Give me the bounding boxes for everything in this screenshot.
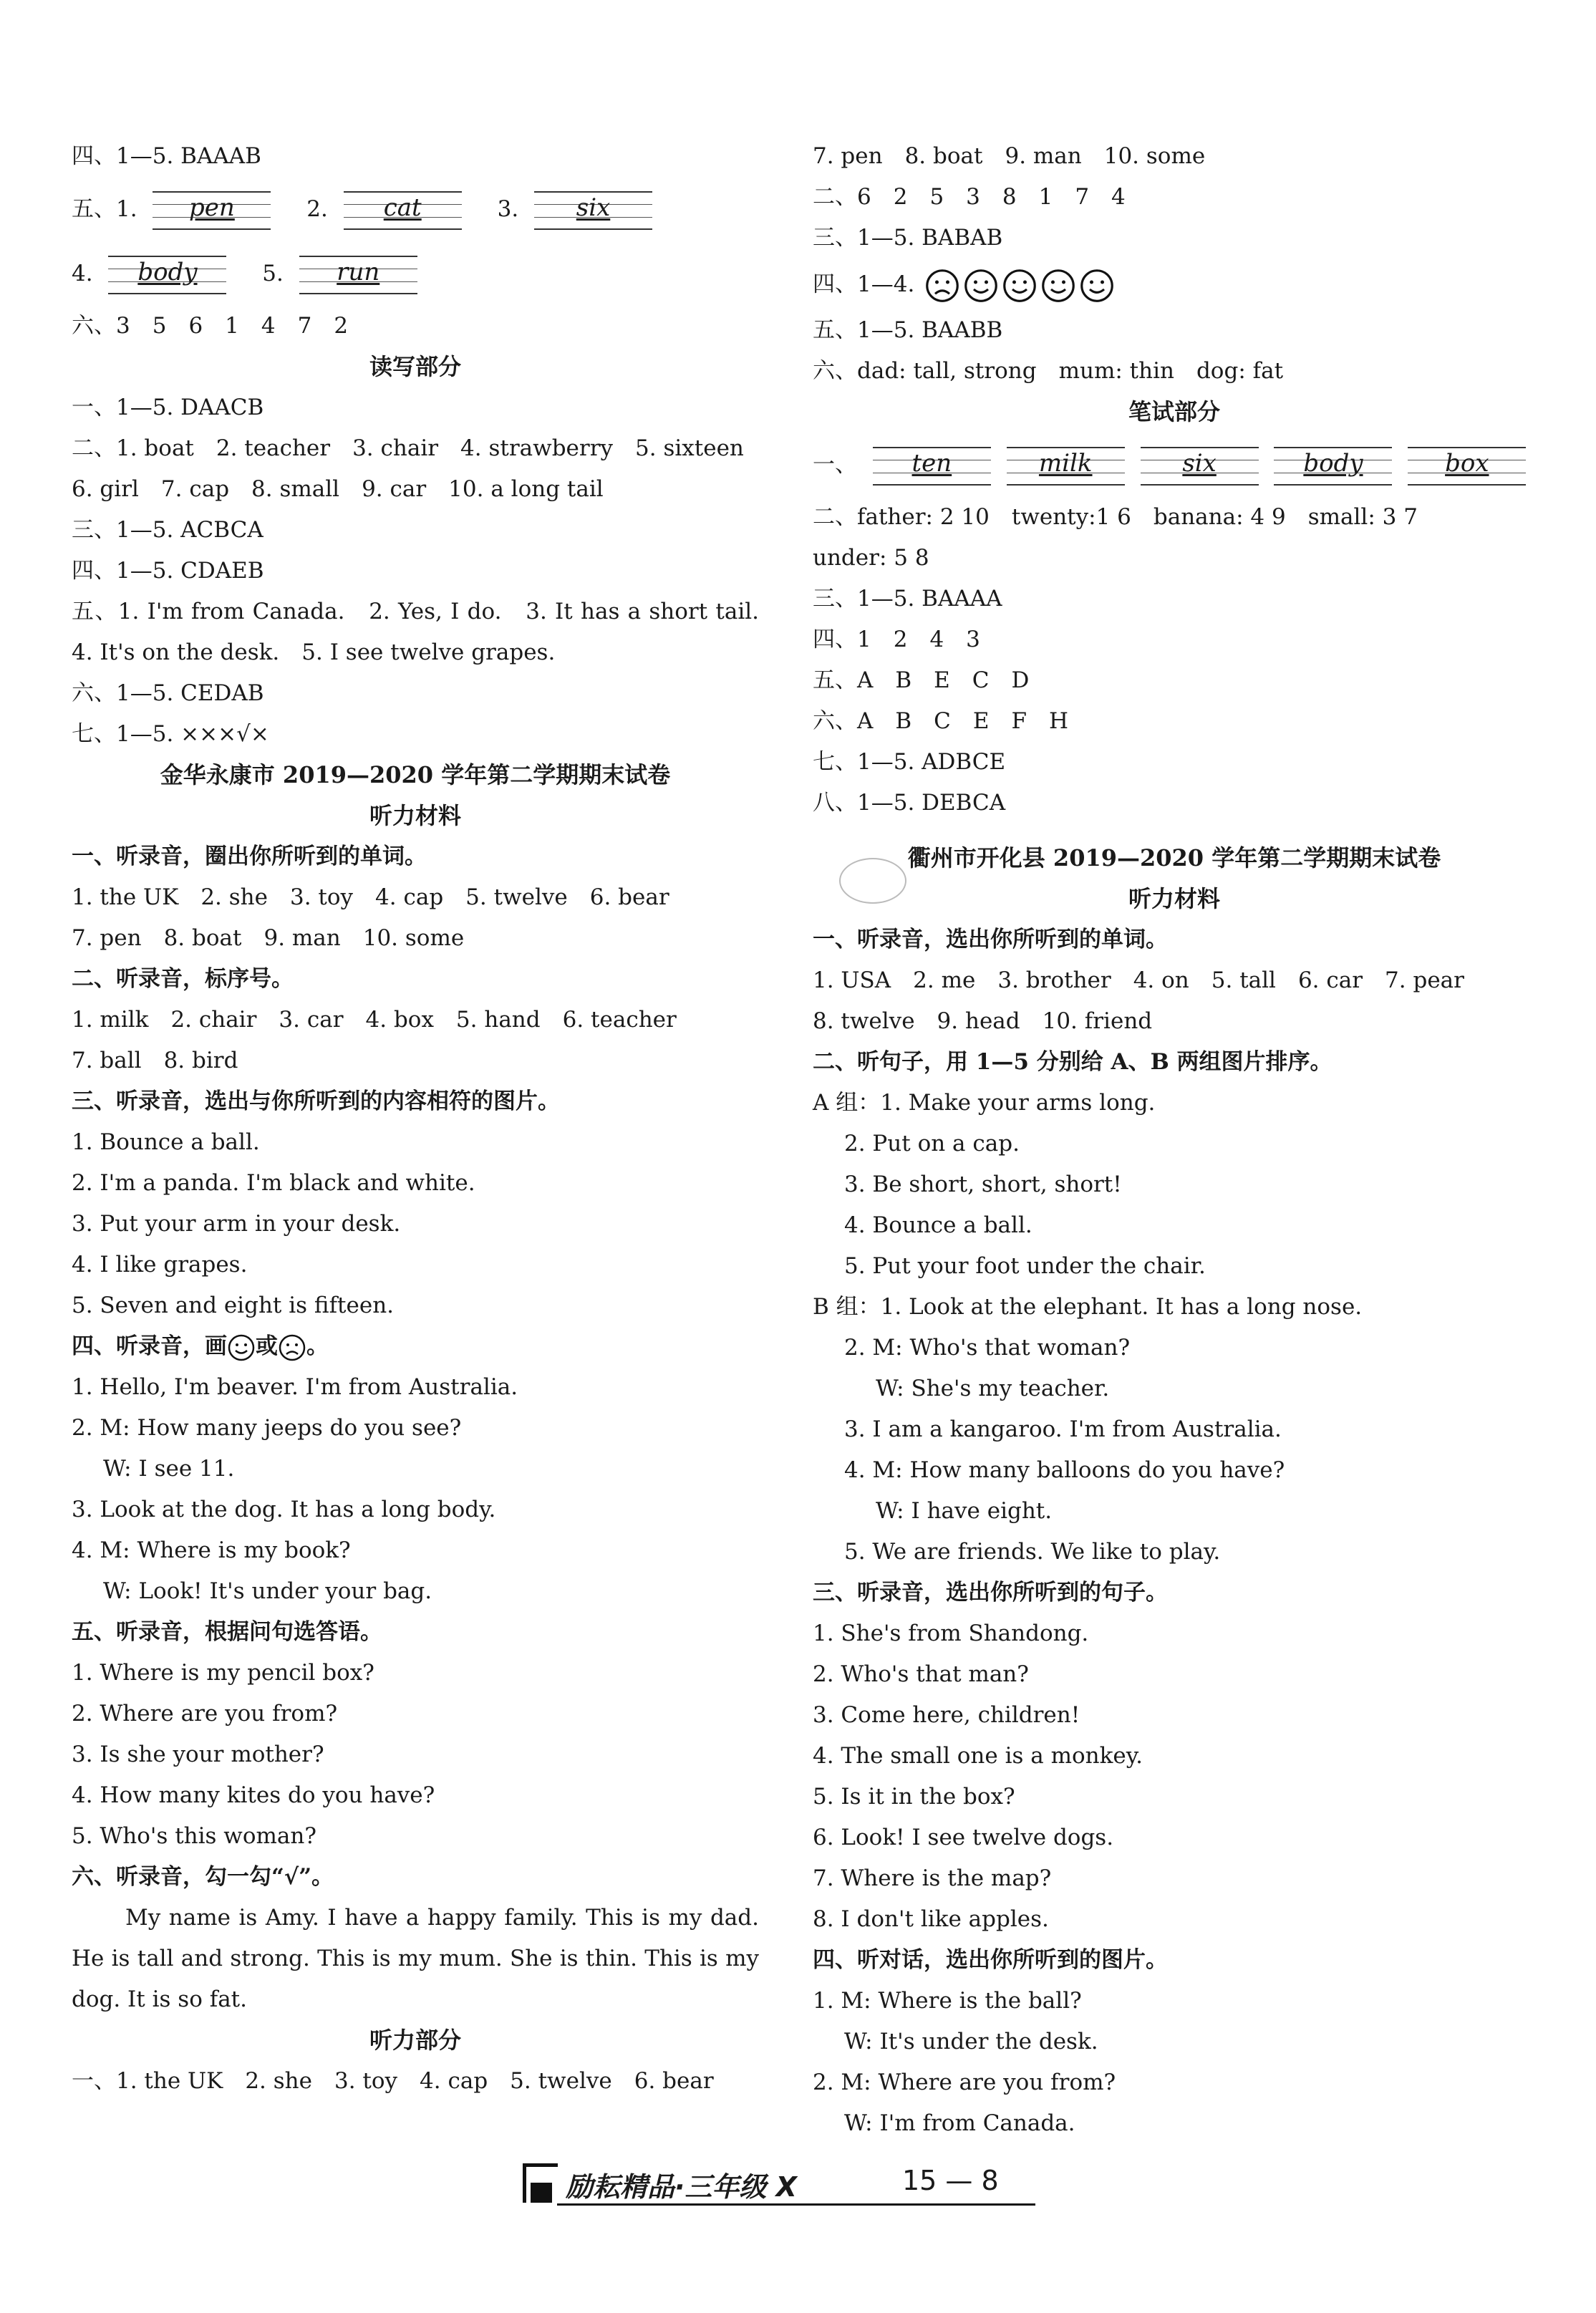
answer-line: 七、1—5. ×××√× [72,721,269,747]
script-line: W: I have eight. [876,1498,1053,1524]
frown-face-icon [924,268,960,304]
answer-line: 二、father: 2 10 twenty:1 6 banana: 4 9 small: 3 7 [813,504,1418,530]
smile-face-icon [1079,268,1115,304]
script-line: W: She's my teacher. [876,1376,1110,1401]
handwritten-word: body [1274,447,1392,486]
answer-line: 八、1—5. DEBCA [813,790,1006,816]
script-line: 1. She's from Shandong. [813,1621,1089,1646]
handwritten-word: ten [873,447,991,486]
smile-face-icon [227,1333,256,1362]
script-line: 2. M: Who's that woman? [844,1335,1131,1361]
answer-line: 六、3 5 6 1 4 7 2 [72,313,349,339]
answer-line-words: 4. body 5. run [72,241,759,306]
answer-line: 五、1—5. BAABB [813,317,1003,343]
exam-title: 衢州市开化县 2019—2020 学年第二学期期末试卷 [907,844,1441,871]
answer-line: 一、1. the UK 2. she 3. toy 4. cap 5. twelve 6. bear [72,2068,714,2094]
handwritten-word: six [1141,447,1259,486]
script-line: 3. Put your arm in your desk. [72,1211,401,1237]
script-line: W: It's under the desk. [844,2029,1098,2054]
script-line: 5. Is it in the box? [813,1784,1015,1810]
answer-line: 1. the UK 2. she 3. toy 4. cap 5. twelve 6. bear [72,884,669,910]
script-line: 5. We are friends. We like to play. [844,1539,1221,1565]
answer-line-words: 五、1. pen 2. cat 3. six [72,177,759,241]
question-heading: 四、听录音，画 或 。 [72,1326,759,1367]
script-line: 4. M: Where is my book? [72,1537,351,1563]
script-line: A 组：1. Make your arms long. [813,1090,1156,1116]
answer-line: 三、1—5. ACBCA [72,517,263,543]
script-line: 3. Be short, short, short! [844,1172,1122,1197]
answer-line: 七、1—5. ADBCE [813,749,1006,775]
script-line: 8. I don't like apples. [813,1906,1049,1932]
script-line: 2. I'm a panda. I'm black and white. [72,1170,475,1196]
script-line: 3. Is she your mother? [72,1742,324,1767]
answer-line: 三、1—5. BAAAA [813,586,1002,612]
page-footer [516,2159,1045,2209]
smile-face-icon [963,268,999,304]
frown-face-icon [278,1333,306,1362]
question-heading: 一、听录音，圈出你所听到的单词。 [72,844,427,869]
script-line: 2. M: How many jeeps do you see? [72,1415,462,1441]
answer-line: 六、A B C E F H [813,708,1069,734]
section-heading: 读写部分 [369,353,461,380]
script-paragraph: My name is Amy. I have a happy family. This is my dad. He is tall and strong. This is my mum. She is thin. This is my dog. It is so fat. [72,1905,759,2012]
answer-line: 六、dad: tall, strong mum: thin dog: fat [813,358,1284,384]
question-heading: 六、听录音，勾一勾“√”。 [72,1864,334,1890]
question-heading: 四、听对话，选出你所听到的图片。 [813,1947,1168,1973]
script-line: 2. Where are you from? [72,1701,338,1727]
handwritten-word: cat [344,191,462,230]
handwritten-word: milk [1007,447,1125,486]
answer-paragraph: 五、1. I'm from Canada. 2. Yes, I do. 3. It has a short tail. 4. It's on the desk. 5. I see twelve grapes. [72,599,781,665]
script-line: 1. M: Where is the ball? [813,1988,1082,2014]
handwritten-word: run [299,256,417,294]
script-line: 4. How many kites do you have? [72,1782,435,1808]
script-line: 3. Look at the dog. It has a long body. [72,1497,496,1522]
script-line: W: Look! It's under your bag. [103,1578,432,1604]
handwritten-word: box [1408,447,1526,486]
question-heading: 二、听句子，用 1—5 分别给 A、B 两组图片排序。 [813,1049,1333,1075]
script-line: 1. Hello, I'm beaver. I'm from Australia. [72,1374,518,1400]
script-line: 1. Bounce a ball. [72,1129,260,1155]
script-line: 2. M: Where are you from? [813,2070,1116,2095]
script-line: W: I see 11. [103,1456,235,1482]
answer-line: 7. pen 8. boat 9. man 10. some [813,143,1206,169]
script-line: 5. Seven and eight is fifteen. [72,1293,395,1318]
answer-line: 四、1—5. BAAAB [72,143,261,169]
script-line: 7. Where is the map? [813,1865,1052,1891]
answer-line: 六、1—5. CEDAB [72,680,264,706]
answer-line-faces: 四、1—4. [813,259,1536,310]
answer-line: 7. pen 8. boat 9. man 10. some [72,925,465,951]
answer-line: 1. milk 2. chair 3. car 4. box 5. hand 6. teacher [72,1007,677,1033]
exam-title: 金华永康市 2019—2020 学年第二学期期末试卷 [160,761,671,788]
answer-line: 6. girl 7. cap 8. small 9. car 10. a long tail [72,476,604,502]
script-line: 3. Come here, children! [813,1702,1080,1728]
seal-stamp-icon [839,858,906,904]
script-line: 4. M: How many balloons do you have? [844,1457,1285,1483]
smile-face-icon [1002,268,1038,304]
script-line: W: I'm from Canada. [844,2110,1075,2136]
answer-line: 1. USA 2. me 3. brother 4. on 5. tall 6. car 7. pear [813,967,1464,993]
handwritten-word: body [108,256,226,294]
answer-line: 7. ball 8. bird [72,1048,238,1073]
section-heading: 笔试部分 [1128,398,1220,425]
answer-line: under: 5 8 [813,545,929,571]
section-heading: 听力部分 [369,2027,461,2054]
script-line: 4. Bounce a ball. [844,1212,1032,1238]
question-heading: 五、听录音，根据问句选答语。 [72,1619,382,1645]
question-heading: 二、听录音，标序号。 [72,966,294,992]
script-line: 5. Put your foot under the chair. [844,1253,1206,1279]
answer-line: 五、A B E C D [813,667,1030,693]
answer-line: 四、1 2 4 3 [813,627,980,652]
section-heading: 听力材料 [369,802,461,829]
answer-line: 四、1—5. CDAEB [72,558,264,584]
handwritten-word: pen [153,191,271,230]
question-heading: 三、听录音，选出与你所听到的内容相符的图片。 [72,1088,560,1114]
answer-line: 二、6 2 5 3 8 1 7 4 [813,184,1126,210]
left-column [72,136,781,2102]
answer-line: 8. twelve 9. head 10. friend [813,1008,1153,1034]
script-line: B 组：1. Look at the elephant. It has a long nose. [813,1294,1363,1320]
corner-mark-icon [523,2163,558,2203]
script-line: 2. Put on a cap. [844,1131,1020,1156]
script-line: 5. Who's this woman? [72,1823,316,1849]
footer-brand: 励耘精品·三年级 X [566,2171,797,2203]
answer-line: 三、1—5. BABAB [813,225,1003,251]
script-line: 2. Who's that man? [813,1661,1029,1687]
page-number: 15 — 8 [902,2165,999,2196]
script-line: 1. Where is my pencil box? [72,1660,374,1686]
question-heading: 三、听录音，选出你所听到的句子。 [813,1580,1168,1605]
handwritten-word: six [534,191,652,230]
question-heading: 一、听录音，选出你所听到的单词。 [813,927,1168,952]
script-line: 4. The small one is a monkey. [813,1743,1143,1769]
answer-line-words: 一、 ten milk six body box [813,433,1536,497]
script-line: 6. Look! I see twelve dogs. [813,1825,1114,1850]
footer-rule [557,2203,1035,2206]
answer-line: 一、1—5. DAACB [72,395,264,420]
right-column [813,136,1536,2144]
answer-line: 二、1. boat 2. teacher 3. chair 4. strawberry 5. sixteen [72,435,744,461]
smile-face-icon [1040,268,1076,304]
face-icons [922,271,1115,297]
section-heading: 听力材料 [1128,885,1220,912]
script-line: 4. I like grapes. [72,1252,248,1278]
script-line: 3. I am a kangaroo. I'm from Australia. [844,1416,1282,1442]
